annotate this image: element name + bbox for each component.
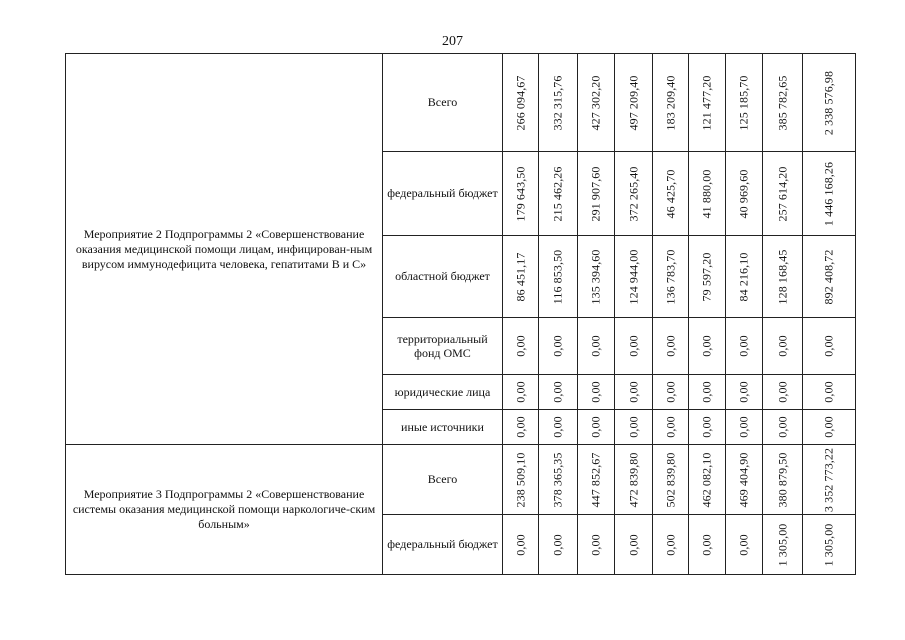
- amount-value: 0,00: [699, 416, 714, 438]
- amount-value: 116 853,50: [550, 249, 565, 304]
- amount-value: 3 352 773,22: [821, 447, 836, 512]
- amount-value: 238 509,10: [513, 452, 527, 507]
- amount-cell: [726, 375, 763, 410]
- amount-value: 0,00: [821, 416, 836, 438]
- amount-value: 291 907,60: [588, 166, 603, 221]
- amount-value: 0,00: [550, 335, 565, 357]
- amount-cell: [539, 515, 578, 575]
- amount-cell: [539, 236, 578, 318]
- amount-cell: [689, 515, 726, 575]
- amount-value: 1 446 168,26: [821, 161, 836, 226]
- amount-cell: [615, 54, 653, 152]
- amount-cell: [539, 152, 578, 236]
- amount-value: 0,00: [699, 381, 714, 403]
- amount-cell: [615, 410, 653, 445]
- amount-value: 136 783,70: [663, 249, 677, 304]
- amount-cell: [689, 375, 726, 410]
- amount-cell: [653, 445, 689, 515]
- amount-cell: [615, 515, 653, 575]
- amount-value: 2 338 576,98: [821, 70, 836, 135]
- amount-cell: [689, 318, 726, 375]
- amount-value: 0,00: [736, 381, 751, 403]
- amount-cell: [689, 152, 726, 236]
- amount-value: 0,00: [550, 416, 565, 438]
- budget-table: [65, 53, 856, 575]
- amount-cell: [763, 236, 803, 318]
- amount-cell: [503, 445, 539, 515]
- amount-value: 135 394,60: [588, 249, 603, 304]
- amount-cell: [726, 318, 763, 375]
- amount-cell: [763, 375, 803, 410]
- amount-value: 0,00: [626, 381, 640, 403]
- amount-cell: [726, 410, 763, 445]
- amount-value: 472 839,80: [626, 452, 640, 507]
- amount-value: 0,00: [513, 533, 527, 556]
- amount-cell: [539, 445, 578, 515]
- amount-value: 0,00: [626, 533, 640, 556]
- amount-value: 0,00: [775, 416, 789, 438]
- amount-cell: [726, 236, 763, 318]
- amount-value: 0,00: [550, 381, 565, 403]
- amount-value: 1 305,00: [821, 523, 836, 566]
- amount-cell: [615, 236, 653, 318]
- amount-value: 0,00: [736, 533, 751, 556]
- amount-value: 462 082,10: [699, 452, 714, 507]
- amount-value: 0,00: [736, 416, 751, 438]
- amount-cell: [539, 410, 578, 445]
- amount-value: 124 944,00: [626, 249, 640, 304]
- amount-value: 0,00: [663, 416, 677, 438]
- amount-value: 0,00: [513, 381, 527, 403]
- amount-value: 40 969,60: [736, 169, 751, 218]
- amount-value: 0,00: [821, 381, 836, 403]
- amount-value: 469 404,90: [736, 452, 751, 507]
- amount-cell: [726, 54, 763, 152]
- amount-cell: [653, 410, 689, 445]
- amount-value: 179 643,50: [513, 166, 527, 221]
- amount-cell: [803, 410, 856, 445]
- amount-value: 0,00: [588, 335, 603, 357]
- amount-value: 0,00: [663, 533, 677, 556]
- amount-cell: [689, 445, 726, 515]
- amount-value: 0,00: [736, 335, 751, 357]
- funding-source: федеральный бюджет: [383, 152, 503, 236]
- amount-cell: [763, 54, 803, 152]
- funding-source: юридические лица: [383, 375, 503, 410]
- amount-cell: [689, 54, 726, 152]
- amount-value: 86 451,17: [513, 252, 527, 301]
- amount-cell: [503, 236, 539, 318]
- amount-value: 380 879,50: [775, 452, 789, 507]
- amount-value: 385 782,65: [775, 75, 789, 130]
- amount-value: 0,00: [775, 381, 789, 403]
- amount-value: 0,00: [588, 533, 603, 556]
- amount-value: 0,00: [588, 416, 603, 438]
- amount-cell: [615, 152, 653, 236]
- amount-cell: [578, 318, 615, 375]
- amount-cell: [578, 152, 615, 236]
- amount-value: 84 216,10: [736, 252, 751, 301]
- amount-cell: [803, 318, 856, 375]
- event-title: Мероприятие 3 Подпрограммы 2 «Совершенствование системы оказания медицинской помощи наркологиче-ским больным»: [66, 445, 383, 575]
- amount-cell: [763, 318, 803, 375]
- amount-cell: [503, 152, 539, 236]
- amount-value: 266 094,67: [513, 75, 527, 130]
- amount-cell: [503, 410, 539, 445]
- amount-value: 0,00: [663, 381, 677, 403]
- amount-cell: [689, 410, 726, 445]
- amount-value: 0,00: [626, 335, 640, 357]
- amount-value: 183 209,40: [663, 75, 677, 130]
- amount-cell: [689, 236, 726, 318]
- amount-cell: [763, 445, 803, 515]
- amount-cell: [578, 375, 615, 410]
- page-number: 207: [442, 34, 463, 49]
- amount-value: 497 209,40: [626, 75, 640, 130]
- amount-value: 372 265,40: [626, 166, 640, 221]
- amount-value: 0,00: [626, 416, 640, 438]
- amount-value: 332 315,76: [550, 75, 565, 130]
- amount-cell: [653, 318, 689, 375]
- amount-cell: [653, 375, 689, 410]
- amount-cell: [539, 54, 578, 152]
- funding-source: Всего: [383, 445, 503, 515]
- amount-cell: [539, 375, 578, 410]
- amount-value: 0,00: [513, 416, 527, 438]
- amount-value: 427 302,20: [588, 75, 603, 130]
- amount-cell: [803, 54, 856, 152]
- amount-cell: [726, 515, 763, 575]
- amount-value: 0,00: [550, 533, 565, 556]
- amount-value: 0,00: [588, 381, 603, 403]
- amount-value: 79 597,20: [699, 252, 714, 301]
- amount-cell: [763, 515, 803, 575]
- amount-cell: [763, 410, 803, 445]
- amount-cell: [726, 445, 763, 515]
- amount-value: 0,00: [513, 335, 527, 357]
- amount-cell: [578, 236, 615, 318]
- amount-cell: [653, 54, 689, 152]
- amount-value: 0,00: [663, 335, 677, 357]
- amount-value: 41 880,00: [699, 169, 714, 218]
- amount-value: 0,00: [699, 533, 714, 556]
- funding-source: Всего: [383, 54, 503, 152]
- amount-cell: [578, 54, 615, 152]
- amount-value: 378 365,35: [550, 452, 565, 507]
- amount-value: 447 852,67: [588, 452, 603, 507]
- amount-cell: [803, 375, 856, 410]
- funding-source: иные источники: [383, 410, 503, 445]
- amount-cell: [503, 54, 539, 152]
- amount-value: 257 614,20: [775, 166, 789, 221]
- amount-cell: [615, 318, 653, 375]
- amount-value: 892 408,72: [821, 249, 836, 304]
- amount-value: 215 462,26: [550, 166, 565, 221]
- amount-cell: [578, 515, 615, 575]
- amount-cell: [503, 318, 539, 375]
- amount-cell: [503, 515, 539, 575]
- amount-cell: [615, 375, 653, 410]
- amount-value: 128 168,45: [775, 249, 789, 304]
- amount-value: 125 185,70: [736, 75, 751, 130]
- table-row: [66, 445, 856, 515]
- funding-source: федеральный бюджет: [383, 515, 503, 575]
- amount-cell: [653, 236, 689, 318]
- amount-cell: [653, 515, 689, 575]
- funding-source: территориальный фонд ОМС: [383, 318, 503, 375]
- amount-cell: [615, 445, 653, 515]
- amount-cell: [503, 375, 539, 410]
- amount-value: 121 477,20: [699, 75, 714, 130]
- table-row: [66, 54, 856, 152]
- amount-cell: [578, 445, 615, 515]
- amount-cell: [803, 236, 856, 318]
- amount-value: 502 839,80: [663, 452, 677, 507]
- amount-cell: [803, 515, 856, 575]
- event-title: Мероприятие 2 Подпрограммы 2 «Совершенствование оказания медицинской помощи лицам, инфицирован-ным вирусом иммунодефицита человека, гепатитами В и С»: [66, 54, 383, 445]
- amount-cell: [803, 445, 856, 515]
- amount-cell: [726, 152, 763, 236]
- amount-cell: [653, 152, 689, 236]
- amount-cell: [763, 152, 803, 236]
- funding-source: областной бюджет: [383, 236, 503, 318]
- amount-value: 1 305,00: [775, 523, 789, 566]
- amount-value: 46 425,70: [663, 169, 677, 218]
- amount-value: 0,00: [821, 335, 836, 357]
- amount-value: 0,00: [699, 335, 714, 357]
- amount-value: 0,00: [775, 335, 789, 357]
- amount-cell: [539, 318, 578, 375]
- amount-cell: [803, 152, 856, 236]
- amount-cell: [578, 410, 615, 445]
